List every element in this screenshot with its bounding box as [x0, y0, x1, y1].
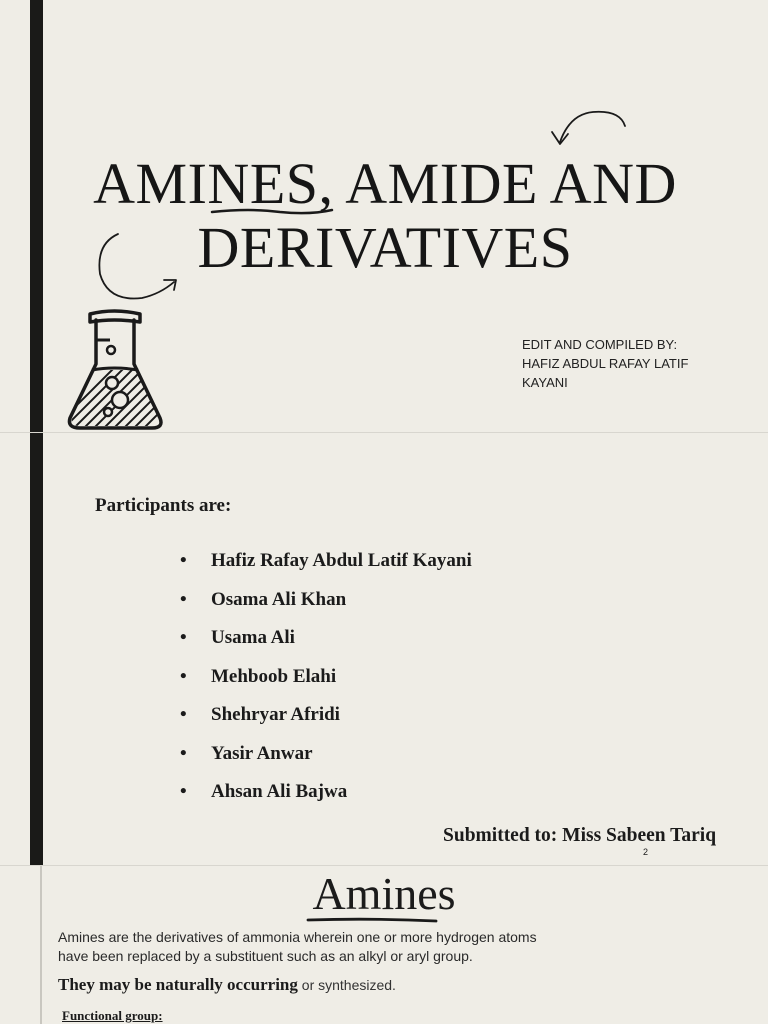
- amines-definition: [58, 928, 537, 966]
- participants-slide: [0, 433, 768, 865]
- bullet: •: [180, 742, 187, 764]
- title-underline: [306, 916, 438, 924]
- participant-name: Yasir Anwar: [211, 742, 313, 764]
- credit-line-1: EDIT AND COMPILED BY:: [522, 337, 678, 352]
- page-number: 2: [643, 847, 649, 857]
- participant-name: Hafiz Rafay Abdul Latif Kayani: [211, 550, 472, 571]
- participant-name: Ahsan Ali Bajwa: [211, 781, 348, 802]
- title-line-1: AMINES, AMIDE AND: [93, 151, 677, 216]
- amines-slide: [0, 866, 768, 1024]
- curved-arrow-icon: [548, 104, 628, 154]
- definition-line-2: have been replaced by a substituent such as an alkyl or aryl group.: [58, 948, 473, 964]
- bullet: •: [180, 665, 187, 687]
- title-underline: [210, 204, 335, 218]
- occurrence-text: [58, 975, 396, 995]
- participant-name: Shehryar Afridi: [211, 704, 340, 725]
- participants-heading: Participants are:: [95, 495, 232, 516]
- definition-line-1: Amines are the derivatives of ammonia wherein one or more hydrogen atoms: [58, 929, 537, 945]
- compiled-by: [522, 335, 688, 392]
- bullet: •: [180, 550, 187, 571]
- participants-list: [180, 550, 472, 820]
- participant-name: Mehboob Elahi: [211, 665, 337, 687]
- list-item: [180, 743, 472, 782]
- amines-title: Amines: [312, 868, 456, 919]
- participant-name: Osama Ali Khan: [211, 588, 347, 610]
- title-slide: [0, 0, 768, 432]
- list-item: [180, 666, 472, 705]
- credit-line-2: HAFIZ ABDUL RAFAY LATIF: [522, 356, 689, 371]
- title-line-2: DERIVATIVES: [197, 215, 573, 280]
- submitted-to: Submitted to: Miss Sabeen Tariq: [443, 825, 717, 846]
- list-item: [180, 589, 472, 628]
- credit-line-3: KAYANI: [522, 375, 568, 390]
- sidebar-bar: [30, 433, 43, 865]
- curved-arrow-icon: [92, 230, 184, 305]
- list-item: [180, 627, 472, 666]
- bullet: •: [180, 781, 187, 802]
- bullet: •: [180, 627, 187, 648]
- bullet: •: [180, 588, 187, 610]
- flask-icon: [64, 308, 168, 432]
- list-item: [180, 704, 472, 743]
- bullet: •: [180, 704, 187, 725]
- list-item: [180, 550, 472, 589]
- participant-name: Usama Ali: [211, 627, 295, 648]
- occurrence-bold: They may be naturally occurring: [58, 975, 298, 994]
- functional-group-heading: Functional group:: [62, 1008, 163, 1023]
- list-item: [180, 781, 472, 820]
- occurrence-light: or synthesized.: [297, 977, 396, 993]
